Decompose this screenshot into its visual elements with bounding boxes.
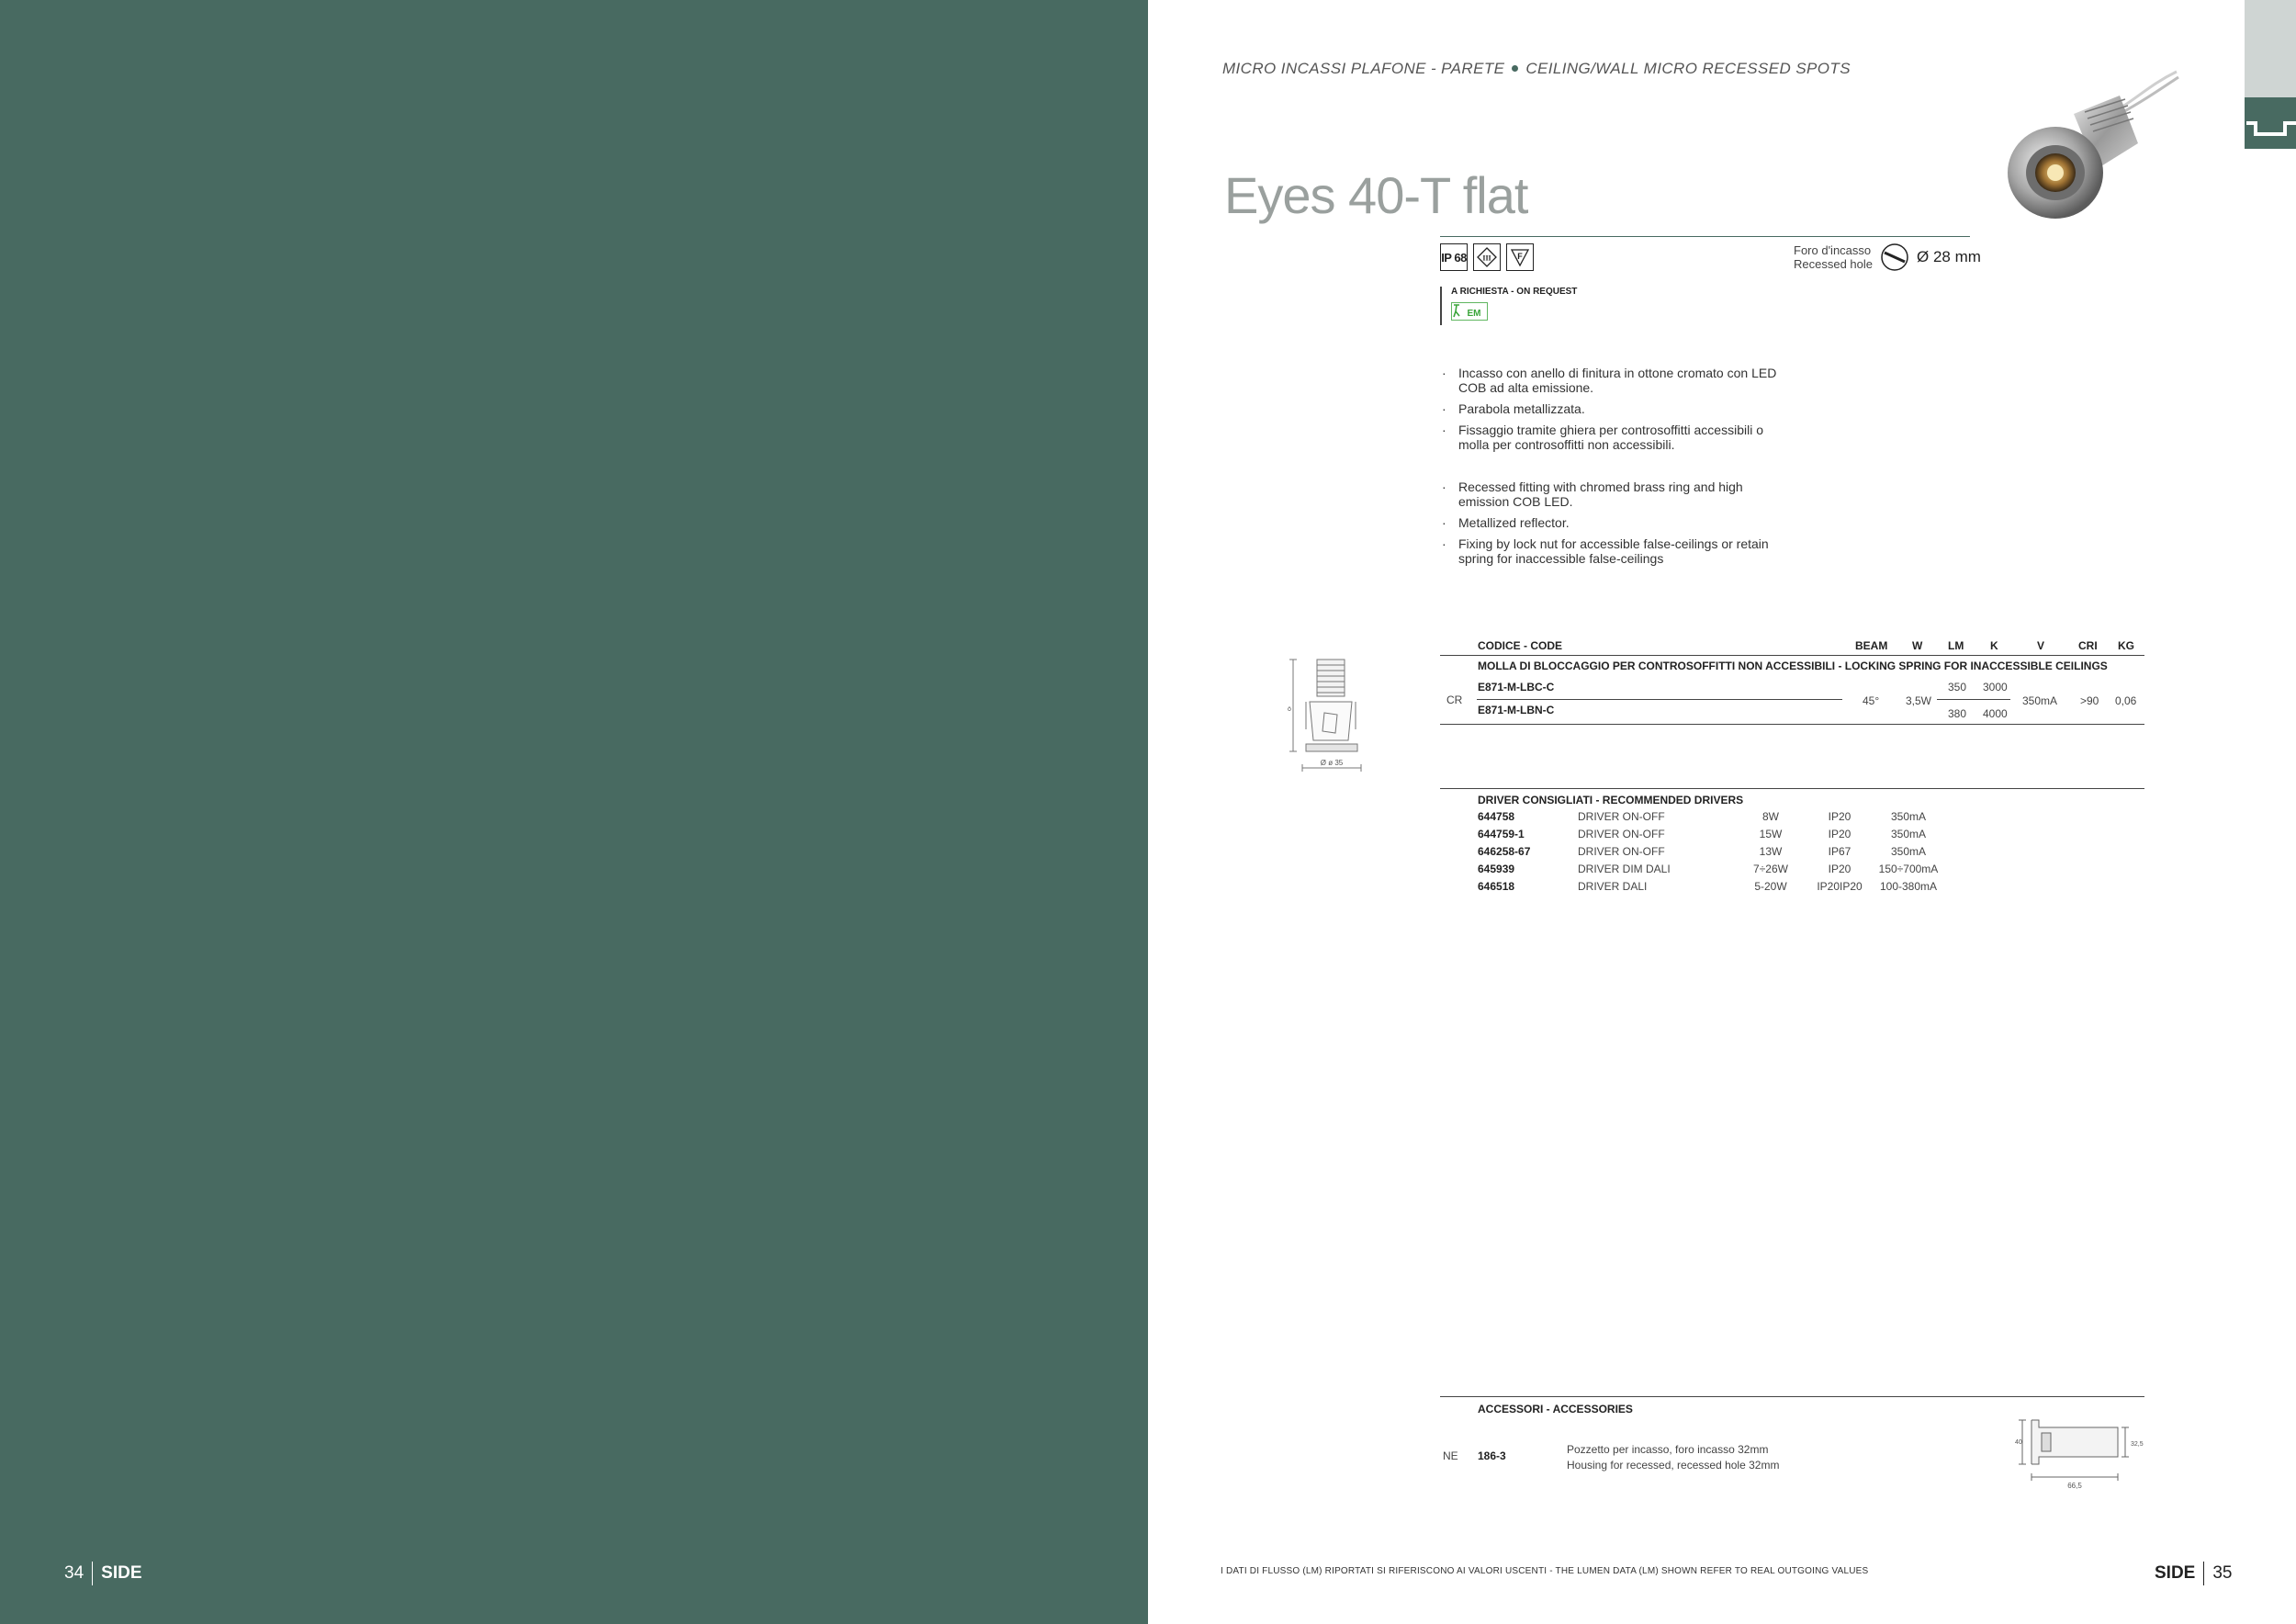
driver-power: 15W — [1759, 828, 1783, 840]
driver-power: 8W — [1762, 810, 1779, 823]
feature-en-item: · Fixing by lock nut for accessible false-ceilings or retain spring for inaccessible false-ceilings — [1442, 536, 1791, 566]
table-row-k: 4000 — [1983, 707, 2008, 720]
header-code: CODICE - CODE — [1478, 639, 1563, 652]
product-title: Eyes 40-T flat — [1224, 166, 1528, 224]
accessory-drawing — [2011, 1411, 2149, 1490]
driver-ip: IP20 — [1828, 828, 1851, 840]
header-cri: CRI — [2078, 639, 2098, 652]
on-request-block — [1440, 287, 1577, 325]
driver-current: 350mA — [1890, 845, 1927, 858]
class-iii-badge — [1473, 243, 1501, 271]
driver-row — [1440, 863, 2144, 880]
f-mark-badge — [1506, 243, 1534, 271]
features-italian — [1442, 366, 1791, 458]
accessory-desc-en: Housing for recessed, recessed hole 32mm — [1567, 1459, 1780, 1472]
on-request-label: A RICHIESTA - ON REQUEST — [1451, 287, 1578, 297]
f-mark-text: F — [1517, 252, 1523, 261]
driver-power: 7÷26W — [1753, 863, 1788, 875]
driver-ip: IP20IP20 — [1817, 880, 1863, 893]
driver-current: 350mA — [1890, 810, 1927, 823]
certification-badges — [1440, 243, 1534, 271]
table-header-rule — [1440, 655, 2144, 656]
driver-ip: IP67 — [1828, 845, 1851, 858]
accessories-title: ACCESSORI - ACCESSORIES — [1478, 1403, 1633, 1415]
recessed-hole-labels — [1794, 243, 1873, 271]
class-iii-icon — [1475, 245, 1499, 269]
category-heading — [1222, 60, 1851, 78]
header-beam: BEAM — [1855, 639, 1888, 652]
table-row-code: E871-M-LBC-C — [1478, 681, 1555, 694]
product-photo — [1982, 70, 2184, 235]
technical-drawing — [1282, 648, 1383, 777]
table-finish: CR — [1446, 694, 1463, 706]
driver-current: 100-380mA — [1879, 880, 1938, 893]
left-page-number: 34 — [64, 1563, 84, 1583]
driver-row — [1440, 828, 2144, 845]
table-v-value: 350mA — [2022, 694, 2058, 707]
driver-desc: DRIVER ON-OFF — [1578, 845, 1665, 858]
category-en: CEILING/WALL MICRO RECESSED SPOTS — [1525, 60, 1851, 77]
drivers-title: DRIVER CONSIGLIATI - RECOMMENDED DRIVERS — [1478, 794, 1744, 806]
table-row-divider — [1477, 699, 1842, 700]
driver-desc: DRIVER DALI — [1578, 880, 1648, 893]
driver-desc: DRIVER ON-OFF — [1578, 810, 1665, 823]
right-page-number: 35 — [2212, 1563, 2233, 1583]
accessory-desc-it: Pozzetto per incasso, foro incasso 32mm — [1567, 1443, 1769, 1456]
left-brand: SIDE — [101, 1563, 142, 1583]
driver-current: 150÷700mA — [1878, 863, 1939, 875]
table-row-divider-lmk — [1937, 699, 2010, 700]
feature-en-item: · Recessed fitting with chromed brass ring and high emission COB LED. — [1442, 479, 1791, 509]
driver-power: 13W — [1759, 845, 1783, 858]
driver-ip: IP20 — [1828, 810, 1851, 823]
accessories-rule — [1440, 1396, 2144, 1397]
driver-ip: IP20 — [1828, 863, 1851, 875]
table-row-k: 3000 — [1983, 681, 2008, 694]
accessory-height-label: 40 — [2015, 1439, 2022, 1446]
lumen-footnote: I DATI DI FLUSSO (LM) RIPORTATI SI RIFERISCONO AI VALORI USCENTI - THE LUMEN DATA (LM) SHOWN REFER TO REAL OUTGOING VALUES — [1221, 1566, 1869, 1576]
table-row-code: E871-M-LBN-C — [1478, 704, 1555, 716]
driver-power: 5-20W — [1754, 880, 1787, 893]
feature-en-item: · Metallized reflector. — [1442, 515, 1791, 530]
accessory-depth-label: 32,5 — [2131, 1441, 2144, 1448]
table-cri-value: >90 — [2080, 694, 2099, 707]
driver-code: 645939 — [1478, 863, 1515, 875]
drivers-top-rule — [1440, 788, 2144, 789]
table-kg-value: 0,06 — [2115, 694, 2137, 707]
f-mark-icon — [1508, 245, 1532, 269]
driver-desc: DRIVER DIM DALI — [1578, 863, 1671, 875]
driver-code: 646258-67 — [1478, 845, 1531, 858]
table-section-label: MOLLA DI BLOCCAGGIO PER CONTROSOFFITTI NON ACCESSIBILI - LOCKING SPRING FOR INACCESSIBLE CEILINGS — [1478, 660, 2108, 672]
recessed-hole-value: Ø 28 mm — [1917, 248, 1981, 265]
section-icon — [2245, 97, 2296, 149]
driver-code: 646518 — [1478, 880, 1515, 893]
table-beam-value: 45° — [1863, 694, 1880, 707]
recessed-hole-label-it: Foro d'incasso — [1794, 243, 1872, 257]
driver-code: 644759-1 — [1478, 828, 1525, 840]
title-rule — [1440, 236, 1970, 237]
folio-separator — [92, 1562, 93, 1585]
header-kg: KG — [2118, 639, 2134, 652]
right-brand: SIDE — [2155, 1563, 2196, 1583]
left-folio — [64, 1562, 142, 1585]
feature-it-item: · Fissaggio tramite ghiera per controsoffitti accessibili o molla per controsoffitti non accessibili. — [1442, 423, 1791, 452]
driver-current: 350mA — [1890, 828, 1927, 840]
table-bottom-rule — [1440, 724, 2144, 725]
driver-row — [1440, 810, 2144, 828]
drawing-height-label: ö — [1288, 706, 1291, 713]
header-v: V — [2037, 639, 2045, 652]
features-english — [1442, 479, 1791, 572]
driver-row — [1440, 845, 2144, 863]
recessed-hole-info — [1794, 242, 1981, 272]
ip-rating-badge: IP 68 — [1440, 243, 1468, 271]
emergency-em-icon — [1451, 302, 1488, 321]
table-row-lm: 380 — [1948, 707, 1967, 720]
header-lm: LM — [1948, 639, 1964, 652]
section-tab-gray — [2245, 0, 2296, 97]
table-w-value: 3,5W — [1906, 694, 1932, 707]
header-k: K — [1990, 639, 1998, 652]
header-w: W — [1912, 639, 1923, 652]
category-it: MICRO INCASSI PLAFONE - PARETE — [1222, 60, 1505, 77]
feature-it-item: · Incasso con anello di finitura in ottone cromato con LED COB ad alta emissione. — [1442, 366, 1791, 395]
accessory-finish: NE — [1443, 1449, 1458, 1462]
table-row-lm: 350 — [1948, 681, 1967, 694]
recessed-hole-label-en: Recessed hole — [1794, 257, 1873, 271]
recessed-hole-icon — [1880, 242, 1909, 272]
class-iii-text: III — [1482, 254, 1491, 263]
em-text: EM — [1467, 309, 1481, 319]
folio-separator — [2203, 1562, 2204, 1585]
accessory-width-label: 66,5 — [2067, 1482, 2082, 1490]
accessory-code: 186-3 — [1478, 1449, 1506, 1462]
section-tab-green — [2245, 97, 2296, 149]
drawing-diameter-label: Ø ø 35 — [1320, 759, 1344, 767]
driver-code: 644758 — [1478, 810, 1515, 823]
driver-desc: DRIVER ON-OFF — [1578, 828, 1665, 840]
right-folio — [2155, 1562, 2233, 1585]
category-dot-icon — [1512, 65, 1518, 72]
driver-row — [1440, 880, 2144, 897]
accessory-description — [1567, 1442, 1779, 1473]
feature-it-item: · Parabola metallizzata. — [1442, 401, 1791, 416]
